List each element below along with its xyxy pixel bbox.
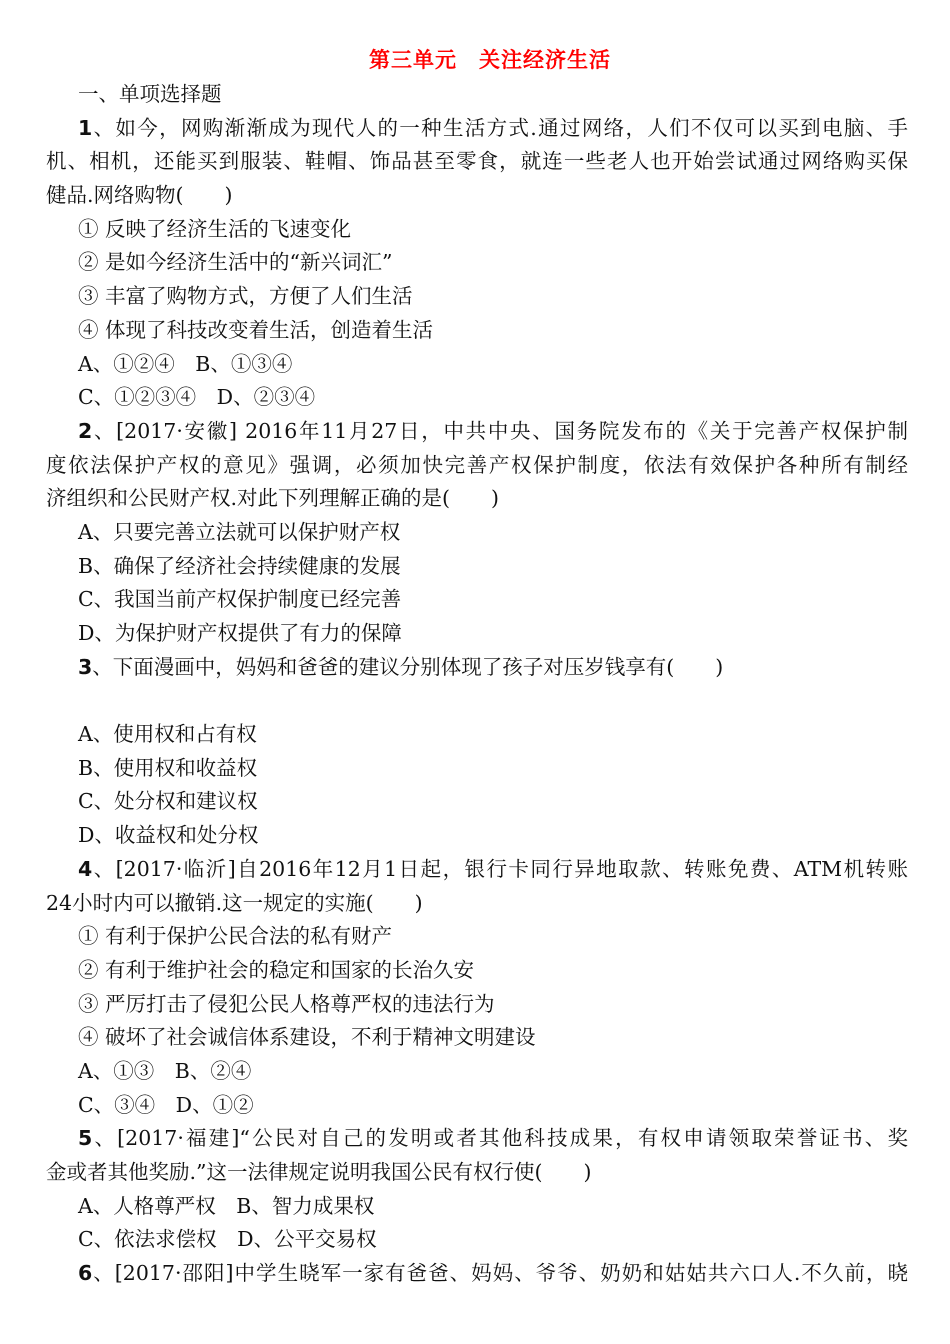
- question-3-text-1: 、下面漫画中，妈妈和爸爸的建议分别体现了孩子对压岁钱享有( ): [92, 654, 724, 679]
- question-6-text-1: 、[2017·邵阳]中学生晓军一家有爸爸、妈妈、爷爷、奶奶和姑姑共六口人.不久前，晓: [92, 1261, 908, 1286]
- question-4-number: 4: [78, 856, 93, 881]
- question-1-option-3: ③ 丰富了购物方式，方便了人们生活: [78, 284, 413, 309]
- question-1-option-1: ① 反映了经济生活的飞速变化: [78, 216, 352, 241]
- question-1-line-2: 机、相机，还能买到服装、鞋帽、饰品甚至零食，就连一些老人也开始尝试通过网络购买保: [46, 149, 908, 174]
- question-2-text-1: 、[2017·安徽] 2016年11月27日，中共中央、国务院发布的《关于完善产权保护制: [92, 418, 908, 443]
- question-3-choice-a: A、使用权和占有权: [78, 722, 257, 747]
- question-3-line-1: [46, 651, 908, 685]
- section-heading: 一、单项选择题: [78, 82, 222, 106]
- question-6-line-1: [46, 1257, 908, 1291]
- question-2-choice-a: A、只要完善立法就可以保护财产权: [78, 519, 401, 544]
- question-3-choice-c: C、处分权和建议权: [78, 789, 258, 814]
- question-4-choices-2: C、③④ D、①②: [78, 1092, 254, 1117]
- question-4-text-1: 、[2017·临沂]自2016年12月1日起，银行卡同行异地取款、转账免费、ATM机转账: [92, 856, 908, 881]
- question-1-choices-1: A、①②④ B、①③④: [78, 351, 293, 376]
- question-5-line-1: [46, 1122, 908, 1156]
- question-5-number: 5: [78, 1126, 93, 1151]
- question-1-line-1: [46, 112, 908, 146]
- question-3-choice-d: D、收益权和处分权: [78, 823, 259, 848]
- cartoon-placeholder: [46, 684, 908, 718]
- question-4-option-2: ② 有利于维护社会的稳定和国家的长治久安: [78, 957, 475, 982]
- question-2-number: 2: [78, 418, 93, 443]
- question-4-option-1: ① 有利于保护公民合法的私有财产: [78, 924, 393, 949]
- question-5-line-2: 金或者其他奖励.”这一法律规定说明我国公民有权行使( ): [46, 1160, 592, 1184]
- question-4-choices-1: A、①③ B、②④: [78, 1058, 252, 1083]
- question-2-line-3: 济组织和公民财产权.对此下列理解正确的是( ): [46, 486, 500, 511]
- question-2-line-2: 度依法保护产权的意见》强调，必须加快完善产权保护制度，依法有效保护各种所有制经: [46, 452, 908, 477]
- question-1-option-4: ④ 体现了科技改变着生活，创造着生活: [78, 317, 434, 342]
- question-2-line-1: [46, 415, 908, 449]
- question-1-choices-2: C、①②③④ D、②③④: [78, 385, 316, 410]
- page-title: 第三单元 关注经济生活: [369, 48, 611, 72]
- question-4-option-3: ③ 严厉打击了侵犯公民人格尊严权的违法行为: [78, 991, 495, 1016]
- question-2-choice-b: B、确保了经济社会持续健康的发展: [78, 553, 401, 578]
- question-3-number: 3: [78, 654, 93, 679]
- question-5-choices-1: A、人格尊严权 B、智力成果权: [78, 1193, 375, 1218]
- question-5-choices-2: C、依法求偿权 D、公平交易权: [78, 1227, 377, 1252]
- question-2-choice-d: D、为保护财产权提供了有力的保障: [78, 621, 402, 645]
- question-1-option-2: ② 是如今经济生活中的“新兴词汇”: [78, 250, 393, 275]
- question-6-number: 6: [78, 1261, 93, 1286]
- document-body: [46, 78, 908, 1291]
- question-1-text-1: 、如今，网购渐渐成为现代人的一种生活方式.通过网络，人们不仅可以买到电脑、手: [92, 115, 908, 140]
- question-4-line-1: [46, 853, 908, 887]
- question-4-line-2: 24小时内可以撤销.这一规定的实施( ): [46, 890, 423, 915]
- question-2-choice-c: C、我国当前产权保护制度已经完善: [78, 587, 402, 612]
- question-1-line-3: 健品.网络购物( ): [46, 183, 233, 208]
- question-5-text-1: 、[2017·福建]“公民对自己的发明或者其他科技成果，有权申请领取荣誉证书、奖: [92, 1126, 908, 1151]
- question-4-option-4: ④ 破坏了社会诚信体系建设，不利于精神文明建设: [78, 1025, 536, 1050]
- question-3-choice-b: B、使用权和收益权: [78, 755, 258, 780]
- question-1-number: 1: [78, 115, 93, 140]
